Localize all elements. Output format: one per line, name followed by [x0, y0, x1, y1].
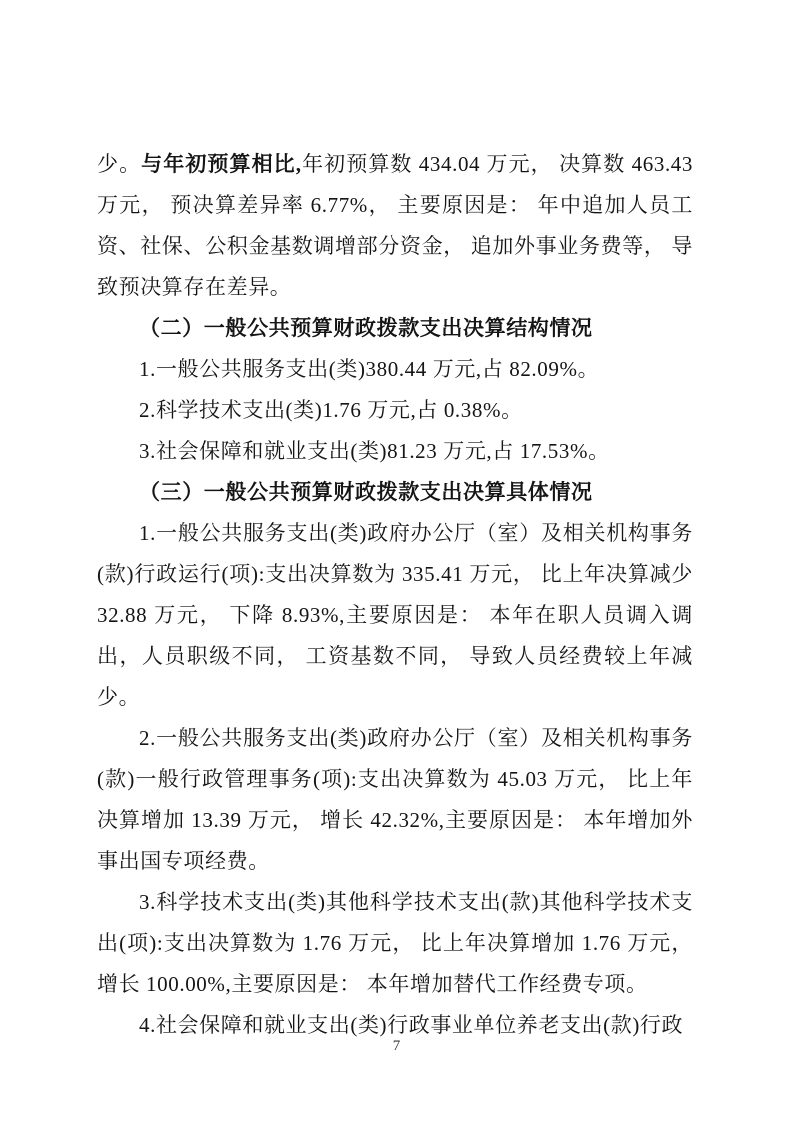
paragraph	[97, 144, 693, 308]
paragraph	[97, 513, 693, 718]
text-run: 1.一般公共服务支出(类)380.44 万元,占 82.09%。	[139, 357, 600, 381]
text-run: 少。	[97, 152, 142, 176]
text-run: 3.科学技术支出(类)其他科学技术支出(款)其他科学技术支出(项):支出决算数为 1.76 万元， 比上年决算增加 1.76 万元， 增长 100.00%,主要原因是： 本年增加替代工作经费专项。	[97, 890, 693, 996]
section-heading	[97, 472, 693, 513]
bold-text-run: 与年初预算相比,	[141, 152, 302, 176]
paragraph	[97, 390, 693, 431]
text-run: 年初预算数 434.04 万元， 决算数 463.43 万元， 预决算差异率 6.77%， 主要原因是： 年中追加人员工资、社保、公积金基数调增部分资金， 追加外事业务费等， 导致预决算存在差异。	[97, 152, 693, 299]
text-run: 4.社会保障和就业支出(类)行政事业单位养老支出(款)行政	[139, 1013, 684, 1037]
section-heading	[97, 308, 693, 349]
bold-text-run: （二）一般公共预算财政拨款支出决算结构情况	[139, 316, 593, 340]
document-body	[97, 144, 693, 1046]
text-run: 1.一般公共服务支出(类)政府办公厅（室）及相关机构事务(款)行政运行(项):支出决算数为 335.41 万元， 比上年决算减少 32.88 万元， 下降 8.93%,主要原因是： 本年在职人员调入调出，人员职级不同， 工资基数不同， 导致人员经费较上年减少。	[97, 521, 693, 709]
page-number: 7	[392, 1038, 401, 1054]
paragraph	[97, 718, 693, 882]
text-run: 2.科学技术支出(类)1.76 万元,占 0.38%。	[139, 398, 523, 422]
text-run: 3.社会保障和就业支出(类)81.23 万元,占 17.53%。	[139, 439, 610, 463]
text-run: 2.一般公共服务支出(类)政府办公厅（室）及相关机构事务(款)一般行政管理事务(项):支出决算数为 45.03 万元， 比上年决算增加 13.39 万元， 增长 42.32%,主要原因是： 本年增加外事出国专项经费。	[97, 726, 693, 873]
paragraph	[97, 882, 693, 1005]
paragraph	[97, 349, 693, 390]
paragraph	[97, 431, 693, 472]
bold-text-run: （三）一般公共预算财政拨款支出决算具体情况	[139, 480, 593, 504]
